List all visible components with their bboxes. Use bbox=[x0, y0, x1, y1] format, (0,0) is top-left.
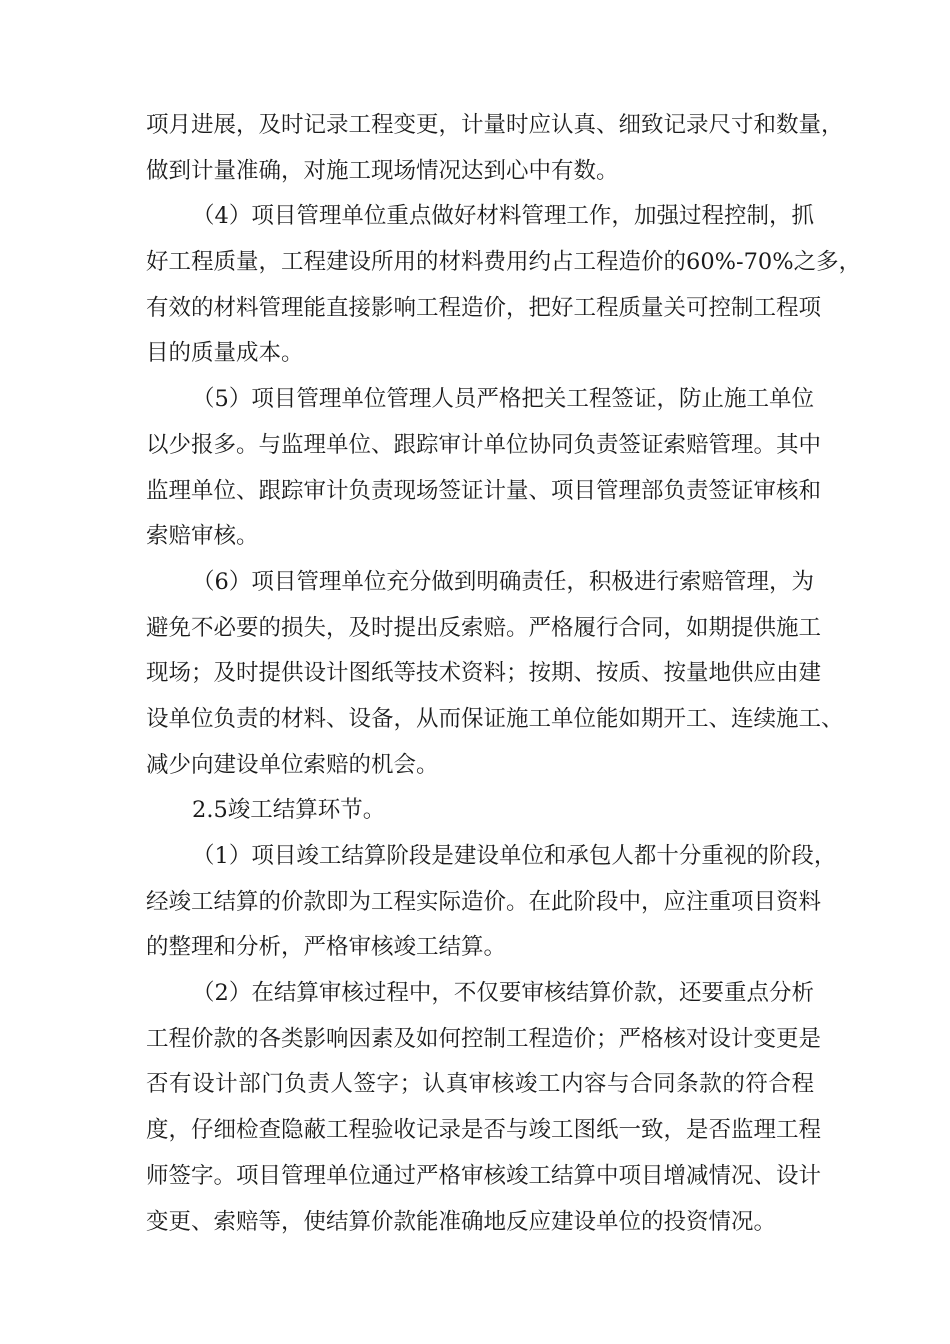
text-line: 监理单位、跟踪审计负责现场签证计量、项目管理部负责签证审核和 bbox=[146, 477, 822, 504]
text-line: 以少报多。与监理单位、跟踪审计单位协同负责签证索赔管理。其中 bbox=[146, 431, 822, 458]
text-line: （2）在结算审核过程中，不仅要审核结算价款，还要重点分析 bbox=[192, 980, 814, 1007]
section-heading: 2.5竣工结算环节。 bbox=[192, 797, 386, 824]
text-line: 的整理和分析，严格审核竣工结算。 bbox=[146, 934, 507, 961]
text-line: 设单位负责的材料、设备，从而保证施工单位能如期开工、连续施工、 bbox=[146, 705, 844, 732]
text-line: 师签字。项目管理单位通过严格审核竣工结算中项目增减情况、设计 bbox=[146, 1162, 822, 1189]
text-line: 目的质量成本。 bbox=[146, 340, 304, 367]
text-line: 好工程质量，工程建设所用的材料费用约占工程造价的60%-70%之多， bbox=[146, 249, 862, 276]
text-line: 否有设计部门负责人签字；认真审核竣工内容与合同条款的符合程 bbox=[146, 1071, 814, 1098]
text-line: 做到计量准确，对施工现场情况达到心中有数。 bbox=[146, 157, 619, 184]
text-line: 经竣工结算的价款即为工程实际造价。在此阶段中，应注重项目资料 bbox=[146, 888, 822, 915]
text-line: （6）项目管理单位充分做到明确责任，积极进行索赔管理，为 bbox=[192, 568, 814, 595]
text-line: （4）项目管理单位重点做好材料管理工作，加强过程控制，抓 bbox=[192, 203, 814, 230]
text-line: 减少向建设单位索赔的机会。 bbox=[146, 751, 439, 778]
document-body bbox=[146, 103, 862, 1245]
text-line: 有效的材料管理能直接影响工程造价，把好工程质量关可控制工程项 bbox=[146, 294, 822, 321]
text-line: 索赔审核。 bbox=[146, 523, 259, 550]
text-line: 度，仔细检查隐蔽工程验收记录是否与竣工图纸一致，是否监理工程 bbox=[146, 1117, 822, 1144]
text-line: 项月进展，及时记录工程变更，计量时应认真、细致记录尺寸和数量， bbox=[146, 112, 844, 138]
text-line: （1）项目竣工结算阶段是建设单位和承包人都十分重视的阶段， bbox=[192, 843, 837, 869]
text-line: （5）项目管理单位管理人员严格把关工程签证，防止施工单位 bbox=[192, 386, 814, 413]
text-line: 变更、索赔等，使结算价款能准确地反应建设单位的投资情况。 bbox=[146, 1208, 777, 1235]
text-line: 工程价款的各类影响因素及如何控制工程造价；严格核对设计变更是 bbox=[146, 1025, 822, 1052]
text-line: 避免不必要的损失，及时提出反索赔。严格履行合同，如期提供施工 bbox=[146, 614, 822, 641]
text-line: 现场；及时提供设计图纸等技术资料；按期、按质、按量地供应由建 bbox=[146, 660, 822, 687]
